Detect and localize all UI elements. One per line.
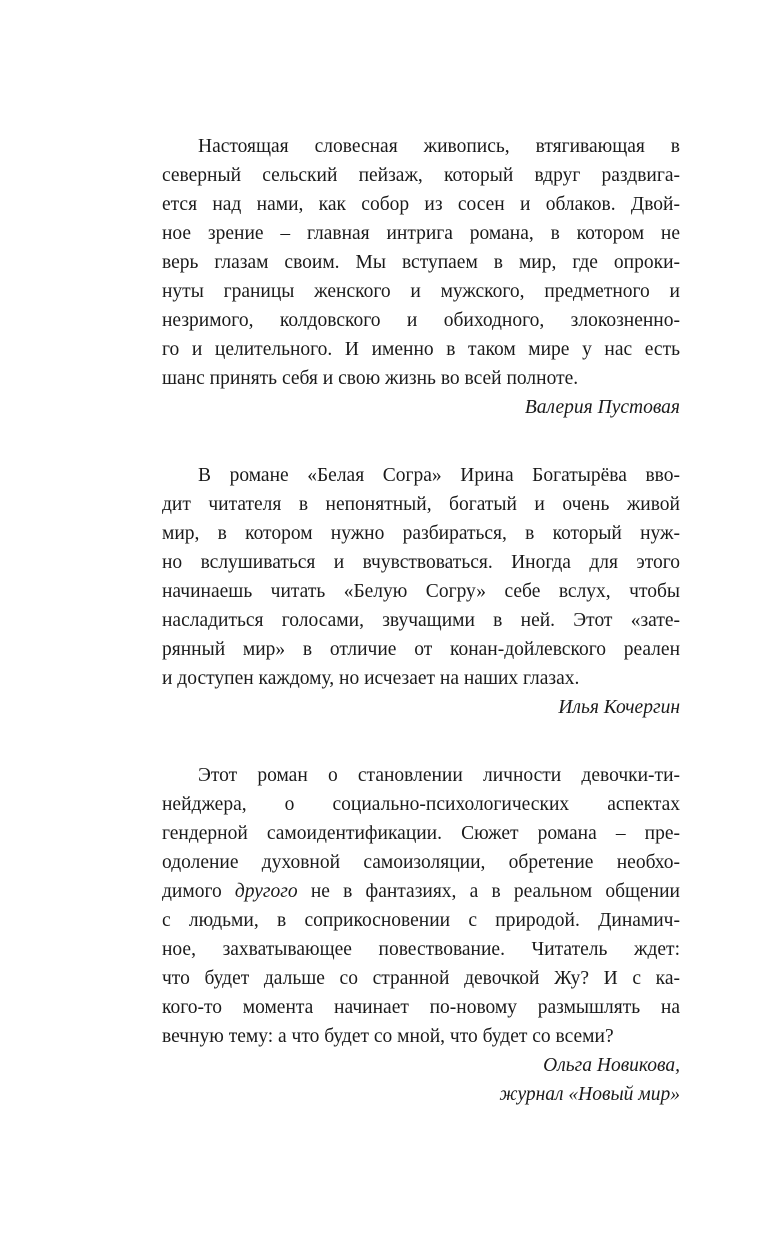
quote-line: шанс принять себя и свою жизнь во всей полноте.: [162, 368, 579, 389]
quote-line: ное зрение – главная интрига романа, в котором не: [162, 223, 680, 244]
review-quote: [162, 132, 680, 422]
quote-line-part: димого: [162, 881, 235, 902]
quote-line: дит читателя в непонятный, богатый и очень живой: [162, 494, 680, 515]
quote-line: В романе «Белая Согра» Ирина Богатырёва вво-: [198, 465, 680, 486]
review-quote: [162, 461, 680, 722]
book-page: [162, 132, 680, 1109]
quote-line: ется над нами, как собор из сосен и облаков. Двой-: [162, 194, 680, 215]
quote-line: Настоящая словесная живопись, втягивающая в: [198, 136, 680, 157]
quote-line: и доступен каждому, но исчезает на наших глазах.: [162, 668, 580, 689]
quote-line: незримого, колдовского и обиходного, злокозненно-: [162, 310, 680, 331]
quote-line: нейджера, о социально-психологических аспектах: [162, 794, 680, 815]
quote-line: мир, в котором нужно разбираться, в который нуж-: [162, 523, 680, 544]
quote-attribution-source: журнал «Новый мир»: [499, 1084, 680, 1105]
quote-attribution: Илья Кочергин: [558, 697, 680, 718]
quote-line: одоление духовной самоизоляции, обретение необхо-: [162, 852, 680, 873]
quote-line: начинаешь читать «Белую Согру» себе вслух, чтобы: [162, 581, 680, 602]
quote-line: рянный мир» в отличие от конан-дойлевского реален: [162, 639, 680, 660]
quote-line: насладиться голосами, звучащими в ней. Этот «зате-: [162, 610, 680, 631]
quote-line-italic-word: другого: [234, 881, 298, 902]
quote-line: верь глазам своим. Мы вступаем в мир, где опроки-: [162, 252, 680, 273]
quote-attribution: Ольга Новикова,: [543, 1055, 680, 1076]
review-quote: [162, 761, 680, 1109]
quote-line: ное, захватывающее повествование. Читатель ждет:: [162, 939, 680, 960]
quote-attribution: Валерия Пустовая: [524, 397, 680, 418]
quote-line: северный сельский пейзаж, который вдруг раздвига-: [162, 165, 680, 186]
quote-line: что будет дальше со странной девочкой Жу? И с ка-: [162, 968, 680, 989]
quote-line: нуты границы женского и мужского, предметного и: [162, 281, 680, 302]
quote-line-mixed: [162, 877, 680, 906]
quote-line: но вслушиваться и вчувствоваться. Иногда для этого: [162, 552, 680, 573]
quote-line: Этот роман о становлении личности девочки-ти-: [198, 765, 680, 786]
quote-line: го и целительного. И именно в таком мире у нас есть: [162, 339, 680, 360]
quote-line-part: не в фантазиях, а в реальном общении: [297, 881, 680, 902]
quote-line: гендерной самоидентификации. Сюжет романа – пре-: [162, 823, 680, 844]
quote-line: кого-то момента начинает по-новому размышлять на: [162, 997, 680, 1018]
quote-line: с людьми, в соприкосновении с природой. Динамич-: [162, 910, 680, 931]
quote-line: вечную тему: а что будет со мной, что будет со всеми?: [162, 1026, 614, 1047]
